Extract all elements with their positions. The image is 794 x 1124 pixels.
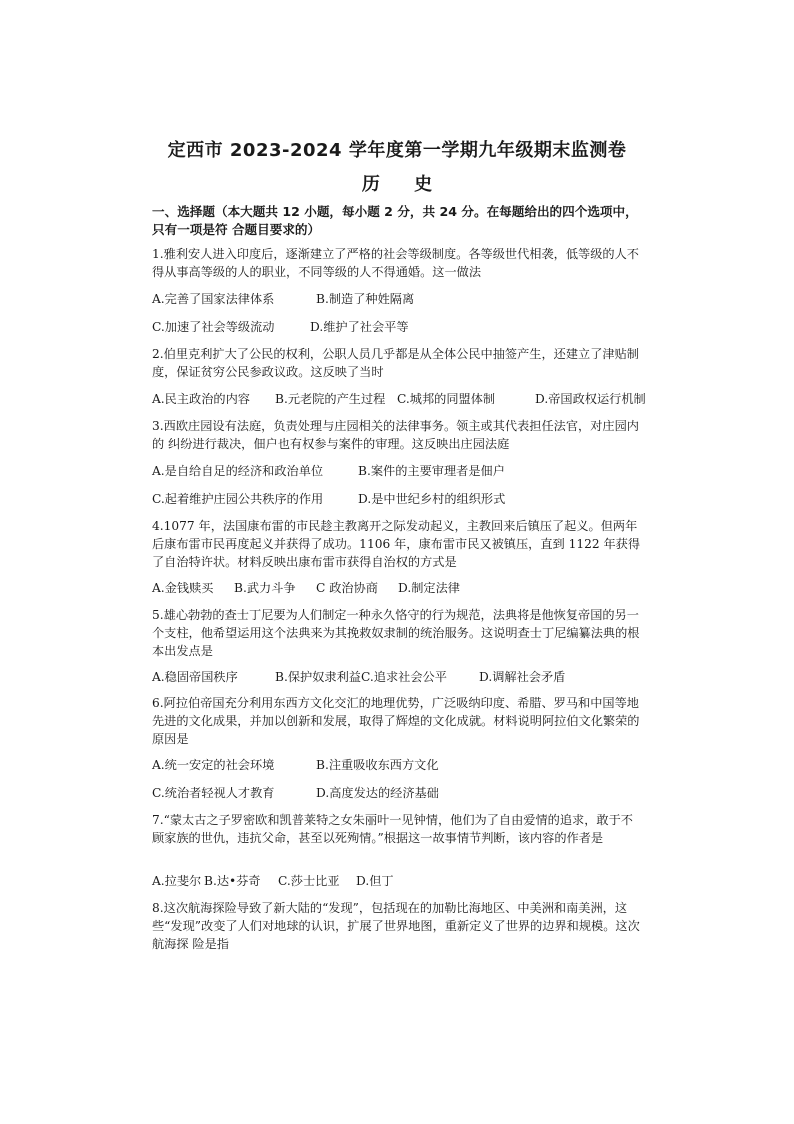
question-8-stem: 8.这次航海探险导致了新大陆的“发现”，包括现在的加勒比海地区、中美洲和南美洲，这些“发现”改变了人们对地球的认识，扩展了世界地图，重新定义了世界的边界和规模。这次航海探 险是指 <box>152 901 640 951</box>
question-2-stem: 2.伯里克利扩大了公民的权利，公职人员几乎都是从全体公民中抽签产生，还建立了津贴制度，保证贫穷公民参政议政。这反映了当时 <box>152 347 639 379</box>
question-7-option-d[interactable]: D.但丁 <box>356 874 394 888</box>
question-3-option-b[interactable]: B.案件的主要审理者是佃户 <box>358 464 505 478</box>
question-5-option-b[interactable]: B.保护奴隶利益 <box>275 670 361 684</box>
subject-title: 历 史 <box>361 174 447 195</box>
question-4-stem: 4.1077 年，法国康布雷的市民趁主教离开之际发动起义，主教回来后镇压了起义。但两年后康布雷市民再度起义并获得了成功。1106 年，康布雷市民又被镇压，直到 1122 年获得了自治特许状。材料反映出康布雷市获得自治权的方式是 <box>152 519 641 569</box>
question-2-option-c[interactable]: C.城邦的同盟体制 <box>397 392 496 406</box>
section-heading: 一、选择题（本大题共 12 小题，每小题 2 分，共 24 分。在每题给出的四个选项中，只有一项是符 合题目要求的） <box>152 204 638 237</box>
question-5-option-d[interactable]: D.调解社会矛盾 <box>479 670 566 684</box>
exam-title: 定西市 2023-2024 学年度第一学期九年级期末监测卷 <box>167 140 627 161</box>
question-6-options-row-2 <box>152 784 439 802</box>
question-2-options-row <box>152 390 646 408</box>
question-2-option-a[interactable]: A.民主政治的内容 <box>152 392 250 406</box>
question-1-option-a[interactable]: A.完善了国家法律体系 <box>152 292 275 306</box>
question-3-option-a[interactable]: A.是自给自足的经济和政治单位 <box>152 464 324 478</box>
question-1-options-row-1 <box>152 290 414 308</box>
question-2-option-b[interactable]: B.元老院的产生过程 <box>275 392 386 406</box>
question-7-option-a[interactable]: A.拉斐尔 <box>152 874 202 888</box>
question-1-option-b[interactable]: B.制造了种姓隔离 <box>316 292 415 306</box>
question-6-stem: 6.阿拉伯帝国充分利用东西方文化交汇的地理优势，广泛吸纳印度、希腊、罗马和中国等地先进的文化成果，并加以创新和发展，取得了辉煌的文化成就。材料说明阿拉伯文化繁荣的原因是 <box>152 696 640 746</box>
question-1-option-c[interactable]: C.加速了社会等级流动 <box>152 320 275 334</box>
question-5-option-c[interactable]: C.追求社会公平 <box>361 670 447 684</box>
question-5-option-a[interactable]: A.稳固帝国秩序 <box>152 670 238 684</box>
question-6-option-c[interactable]: C.统治者轻视人才教育 <box>152 786 275 800</box>
question-5-options-row <box>152 668 565 686</box>
question-1-stem: 1.雅利安人进入印度后，逐渐建立了严格的社会等级制度。各等级世代相袭，低等级的人不得从事高等级的人的职业，不同等级的人不得通婚。这一做法 <box>152 247 639 279</box>
question-3-options-row-2 <box>152 490 505 508</box>
question-1-option-d[interactable]: D.维护了社会平等 <box>310 320 409 334</box>
question-4-option-d[interactable]: D.制定法律 <box>398 581 460 595</box>
question-1-options-row-2 <box>152 318 409 336</box>
question-4-options-row <box>152 579 460 597</box>
question-3-stem: 3.西欧庄园设有法庭，负责处理与庄园相关的法律事务。领主或其代表担任法官，对庄园内的 纠纷进行裁决，佃户也有权参与案件的审理。这反映出庄园法庭 <box>152 419 639 451</box>
question-4-option-c[interactable]: C 政治协商 <box>316 581 378 595</box>
question-4-option-b[interactable]: B.武力斗争 <box>234 581 296 595</box>
question-7-option-b[interactable]: B.达•芬奇 <box>204 874 261 888</box>
question-7-option-c[interactable]: C.莎士比亚 <box>278 874 340 888</box>
question-3-options-row-1 <box>152 462 505 480</box>
question-6-options-row-1 <box>152 756 439 774</box>
question-5-stem: 5.雄心勃勃的查士丁尼要为人们制定一种永久恪守的行为规范，法典将是他恢复帝国的另一个支柱，他希望运用这个法典来为其挽救奴隶制的统治服务。这说明查士丁尼编纂法典的根本出发点是 <box>152 608 640 658</box>
question-3-option-c[interactable]: C.起着维护庄园公共秩序的作用 <box>152 492 324 506</box>
question-7-stem: 7.“蒙太古之子罗密欧和凯普莱特之女朱丽叶一见钟情，他们为了自由爱情的追求，敢于不顾家族的世仇，违抗父命，甚至以死殉情。”根据这一故事情节判断，该内容的作者是 <box>152 813 633 845</box>
question-2-option-d[interactable]: D.帝国政权运行机制 <box>535 392 646 406</box>
question-7-options-row <box>152 872 394 890</box>
question-4-option-a[interactable]: A.金钱赎买 <box>152 581 214 595</box>
question-6-option-d[interactable]: D.高度发达的经济基础 <box>316 786 439 800</box>
question-6-option-a[interactable]: A.统一安定的社会环境 <box>152 758 275 772</box>
question-6-option-b[interactable]: B.注重吸收东西方文化 <box>316 758 439 772</box>
question-3-option-d[interactable]: D.是中世纪乡村的组织形式 <box>358 492 506 506</box>
